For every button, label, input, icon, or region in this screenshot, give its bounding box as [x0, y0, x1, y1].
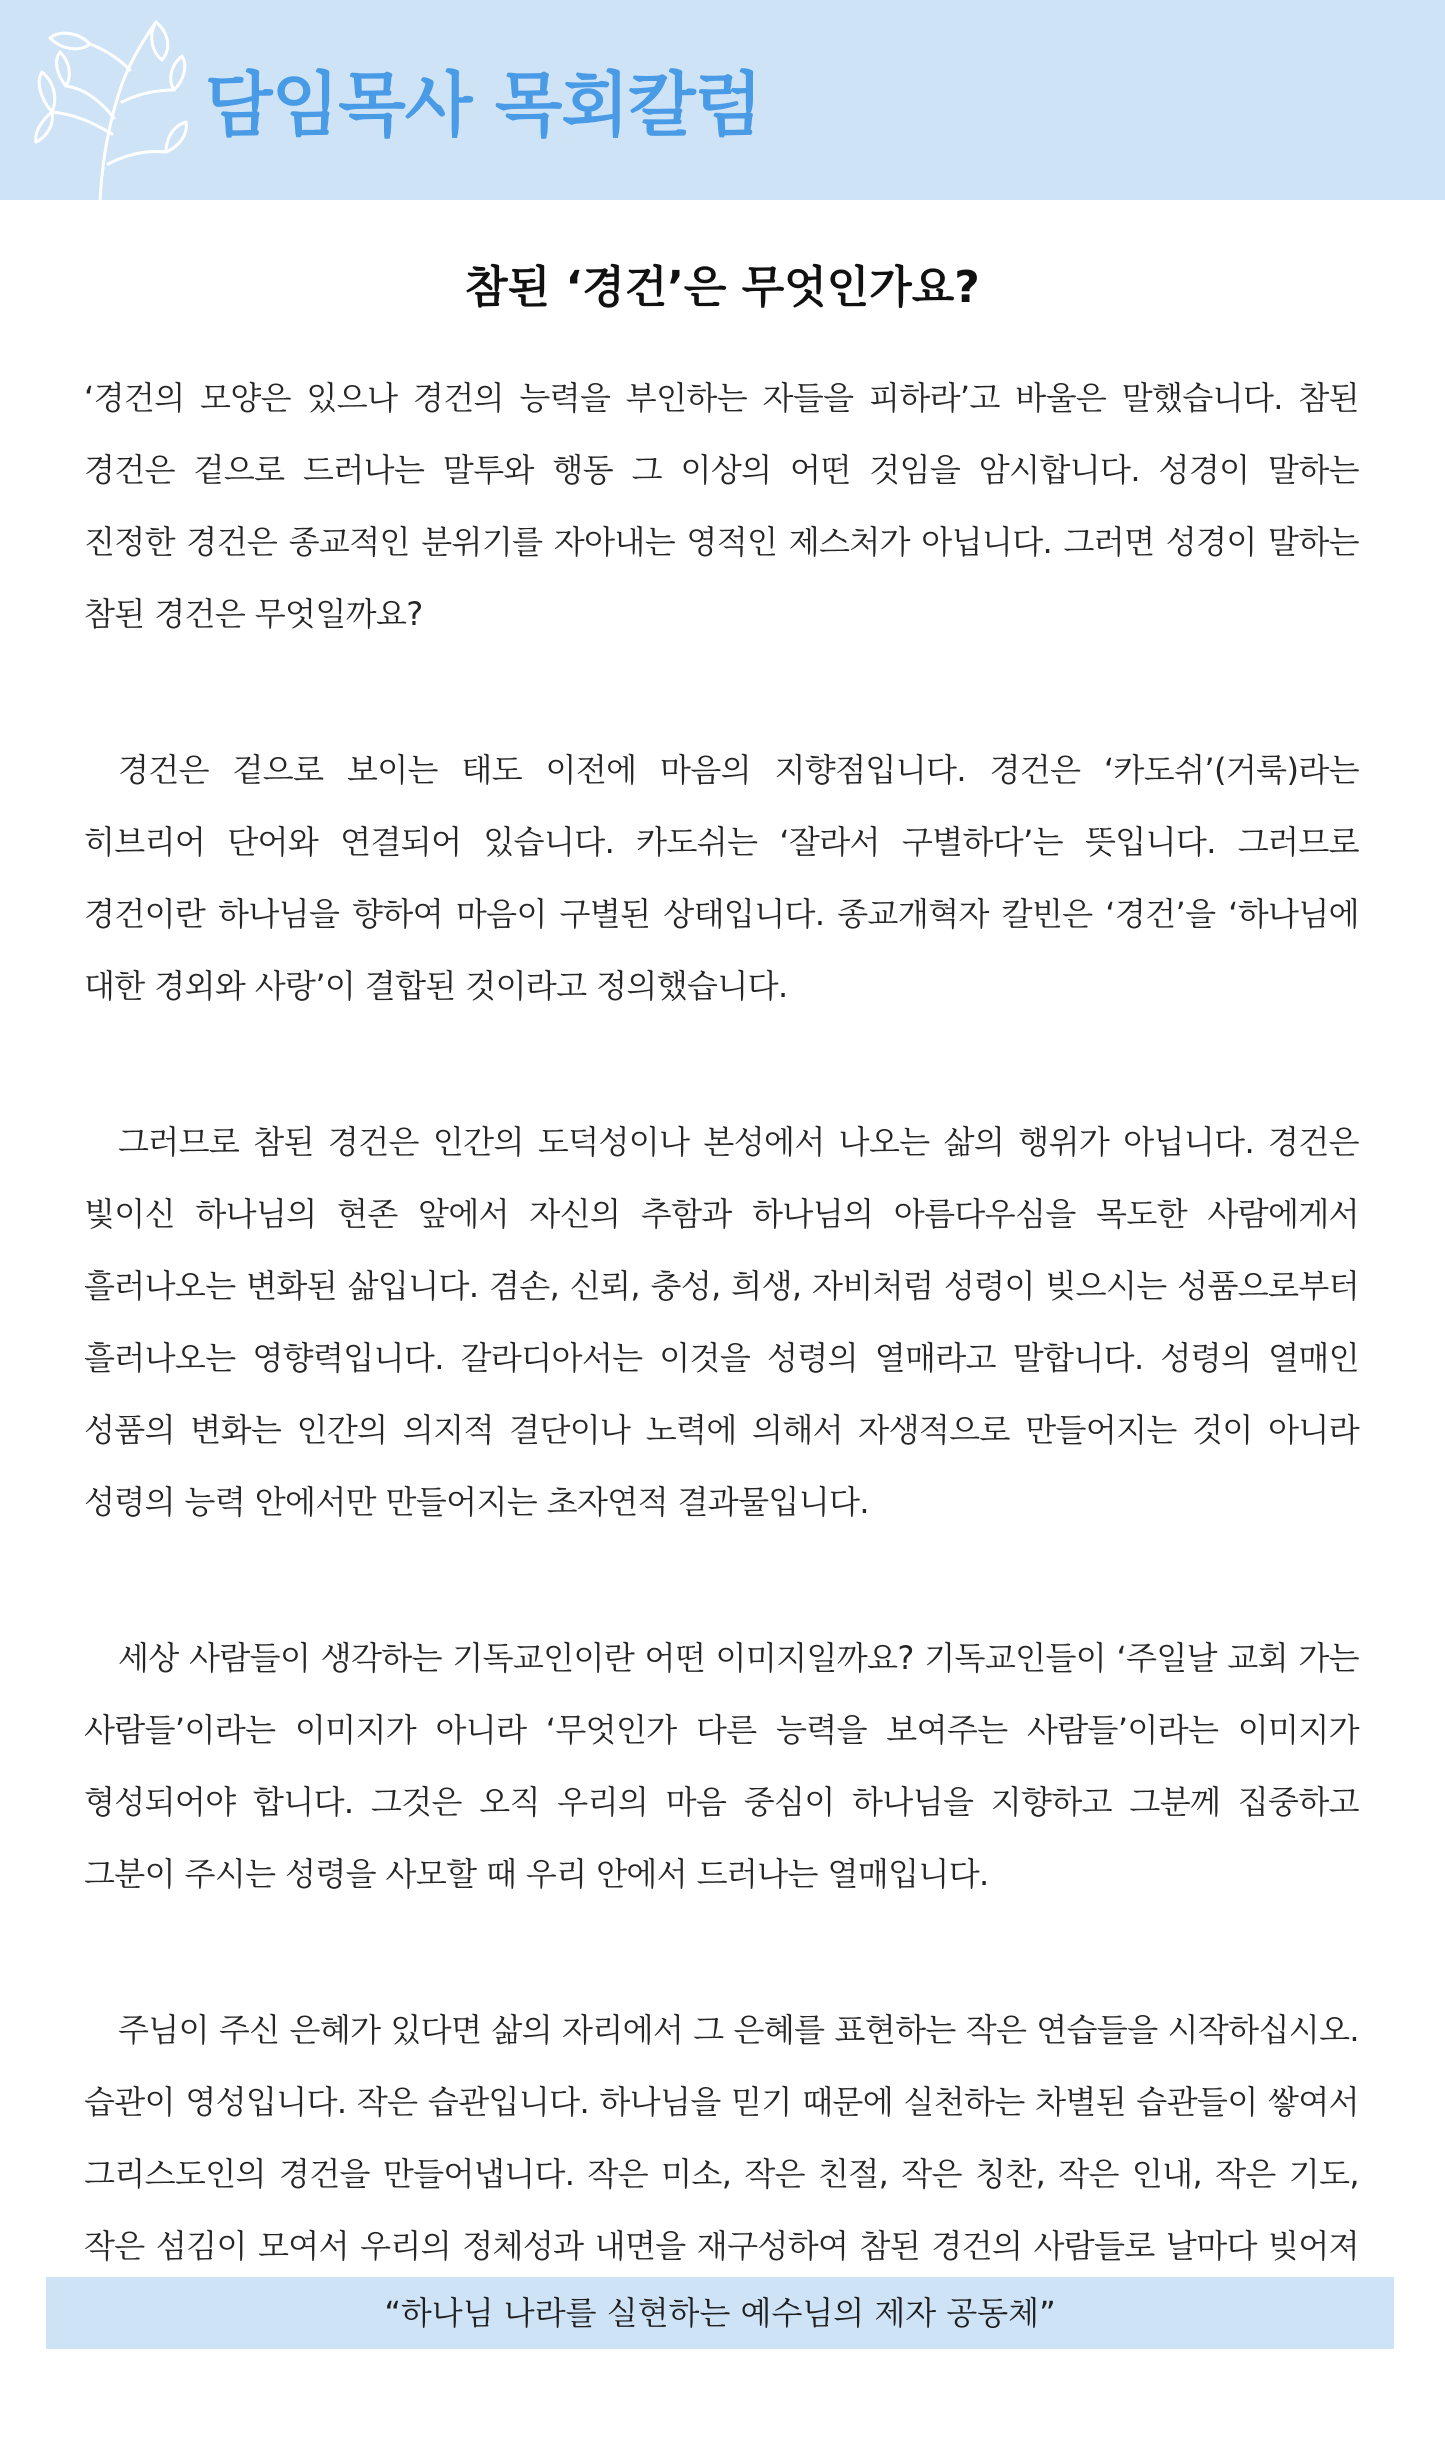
- paragraph-3: 그러므로 참된 경건은 인간의 도덕성이나 본성에서 나오는 삶의 행위가 아닙니다. 경건은 빛이신 하나님의 현존 앞에서 자신의 추함과 하나님의 아름다우심을 목도한 사람에게서 흘러나오는 변화된 삶입니다. 겸손, 신뢰, 충성, 희생, 자비처럼 성령이 빚으시는 성품으로부터 흘러나오는 영향력입니다. 갈라디아서는 이것을 성령의 열매라고 말합니다. 성령의 열매인 성품의 변화는 인간의 의지적 결단이나 노력에 의해서 자생적으로 만들어지는 것이 아니라 성령의 능력 안에서만 만들어지는 초자연적 결과물입니다.: [84, 1123, 1359, 1521]
- paragraph-5: 주님이 주신 은혜가 있다면 삶의 자리에서 그 은혜를 표현하는 작은 연습들을 시작하십시오. 습관이 영성입니다. 작은 습관입니다. 하나님을 믿기 때문에 실천하는 차별된 습관들이 쌓여서 그리스도인의 경건을 만들어냅니다. 작은 미소, 작은 친절, 작은 칭찬, 작은 인내, 작은 기도, 작은 섬김이 모여서 우리의 정체성과 내면을 재구성하여 참된 경건의 사람들로 날마다 빚어져: [84, 2011, 1359, 2265]
- footer-banner: [46, 2277, 1394, 2349]
- church-motto: “하나님 나라를 실현하는 예수님의 제자 공동체”: [384, 2294, 1056, 2332]
- article-title: 참된 ‘경건’은 무엇인가요?: [465, 262, 980, 313]
- paragraph-4: 세상 사람들이 생각하는 기독교인이란 어떤 이미지일까요? 기독교인들이 ‘주일날 교회 가는 사람들’이라는 이미지가 아니라 ‘무엇인가 다른 능력을 보여주는 사람들’이라는 이미지가 형성되어야 합니다. 그것은 오직 우리의 마음 중심이 하나님을 지향하고 그분께 집중하고 그분이 주시는 성령을 사모할 때 우리 안에서 드러나는 열매입니다.: [84, 1639, 1359, 1893]
- leaf-branch-icon: [30, 14, 190, 200]
- paragraph-2: 경건은 겉으로 보이는 태도 이전에 마음의 지향점입니다. 경건은 ‘카도쉬’(거룩)라는 히브리어 단어와 연결되어 있습니다. 카도쉬는 ‘잘라서 구별하다’는 뜻입니다. 그러므로 경건이란 하나님을 향하여 마음이 구별된 상태입니다. 종교개혁자 칼빈은 ‘경건’을 ‘하나님에 대한 경외와 사랑’이 결합된 것이라고 정의했습니다.: [84, 751, 1359, 1005]
- paragraph-1: ‘경건의 모양은 있으나 경건의 능력을 부인하는 자들을 피하라’고 바울은 말했습니다. 참된 경건은 겉으로 드러나는 말투와 행동 그 이상의 어떤 것임을 암시합니다. 성경이 말하는 진정한 경건은 종교적인 분위기를 자아내는 영적인 제스처가 아닙니다. 그러면 성경이 말하는 참된 경건은 무엇일까요?: [84, 379, 1359, 633]
- column-header-title: 담임목사 목회칼럼: [205, 64, 762, 146]
- article-body: [84, 362, 1359, 2438]
- header-banner: [0, 0, 1445, 200]
